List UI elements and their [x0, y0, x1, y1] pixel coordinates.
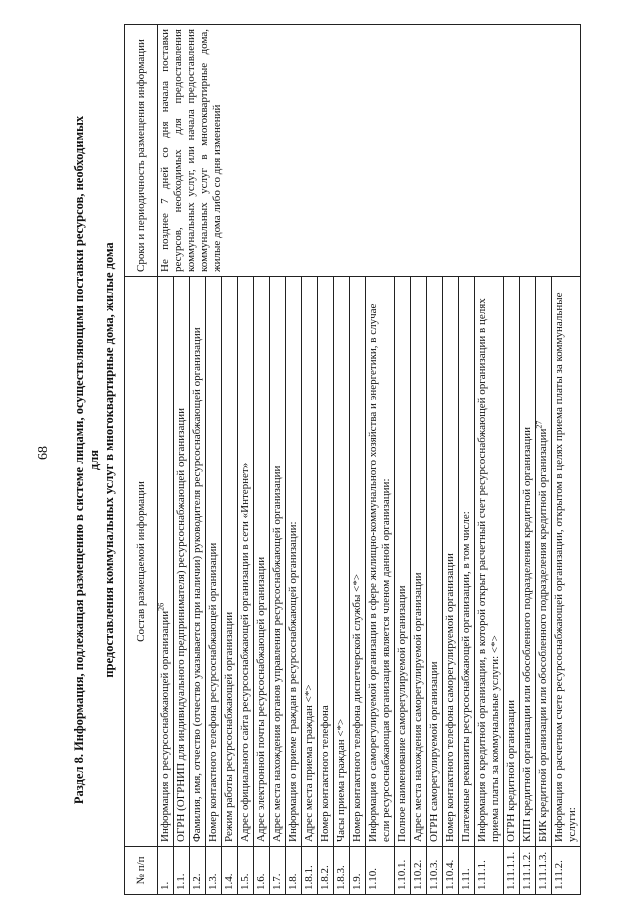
row-content — [286, 277, 302, 847]
row-number: 1.10.1. — [395, 847, 411, 895]
row-number: 1.11.1.2. — [520, 847, 536, 895]
row-number: 1.10. — [366, 847, 395, 895]
row-text: БИК кредитной организации или обособленного подразделения кредитной организации — [537, 428, 549, 842]
row-text: Номер контактного телефона ресурсоснабжающей организации — [207, 542, 219, 842]
row-content — [222, 277, 238, 847]
row-number: 1.8.3. — [334, 847, 350, 895]
row-number: 1.10.4. — [443, 847, 459, 895]
row-text: Информация о кредитной организации, в которой открыт расчетный счет ресурсоснабжающей организации в целях приема платы за коммунальные услуги: <*> — [476, 298, 501, 842]
row-number: 1.11.1. — [475, 847, 504, 895]
row-content — [504, 277, 520, 847]
row-number: 1.7. — [270, 847, 286, 895]
section-heading — [70, 115, 120, 805]
row-text: Информация о приеме граждан в ресурсоснабжающей организации: — [287, 521, 299, 842]
page-number: 68 — [36, 446, 51, 460]
row-number: 1.2. — [190, 847, 206, 895]
row-number: 1.8.1. — [302, 847, 318, 895]
row-number: 1.8.2. — [318, 847, 334, 895]
row-content — [206, 277, 222, 847]
row-text: Адрес официального сайта ресурсоснабжающей организации в сети «Интернет» — [239, 462, 251, 842]
row-text: ОГРН (ОГРНИП для индивидуального предпринимателя) ресурсоснабжающей организации — [175, 408, 187, 842]
row-text: ОГРН кредитной организации — [505, 699, 517, 842]
row-content — [427, 277, 443, 847]
row-text: Номер контактного телефона саморегулируемой организации — [444, 553, 456, 842]
header-number: № п/п — [125, 847, 158, 895]
row-number: 1.6. — [254, 847, 270, 895]
table-row — [158, 25, 174, 895]
row-content — [443, 277, 459, 847]
header-content: Состав размещаемой информации — [125, 277, 158, 847]
row-text: Режим работы ресурсоснабжающей организации — [223, 611, 235, 842]
row-content — [411, 277, 427, 847]
row-number: 1.11.1.1. — [504, 847, 520, 895]
row-content — [475, 277, 504, 847]
row-text: Номер контактного телефона диспетчерской службы <*> — [351, 573, 363, 842]
row-content — [334, 277, 350, 847]
row-number: 1.3. — [206, 847, 222, 895]
table-header-row — [125, 25, 158, 895]
row-text: Номер контактного телефона — [319, 705, 331, 842]
row-text: Адрес места приема граждан <*> — [303, 684, 315, 842]
row-text: Информация о расчетном счете ресурсоснабжающей организации, открытом в целях приема платы за коммунальные услуги: — [553, 292, 578, 842]
row-content — [366, 277, 395, 847]
row-content — [536, 277, 552, 847]
row-text: Информация о саморегулируемой организации в сфере жилищно-коммунального хозяйства и энергетики, в случае если ресурсоснабжающая организация является членом данной организации: — [367, 303, 392, 842]
row-number: 1.11. — [459, 847, 475, 895]
row-number: 1.9. — [350, 847, 366, 895]
row-text: Платежные реквизиты ресурсоснабжающей организации, в том числе: — [460, 511, 472, 842]
info-table — [124, 24, 581, 895]
row-number: 1.10.2. — [411, 847, 427, 895]
row-number: 1.5. — [238, 847, 254, 895]
row-number: 1.1. — [174, 847, 190, 895]
row-text: Адрес электронной почты ресурсоснабжающей организации — [255, 556, 267, 842]
row-content — [459, 277, 475, 847]
row-content — [552, 277, 581, 847]
heading-line-1: Раздел 8. Информация, подлежащая размещению в системе лицами, осуществляющими поставки ресурсов, необходимых для — [72, 115, 101, 805]
row-content — [254, 277, 270, 847]
row-content — [318, 277, 334, 847]
row-content — [350, 277, 366, 847]
row-text: КПП кредитной организации или обособленного подразделения кредитной организации — [521, 427, 533, 842]
row-number: 1.8. — [286, 847, 302, 895]
row-text: Часы приема граждан <*> — [335, 718, 347, 842]
row-content — [190, 277, 206, 847]
row-text: Адрес места нахождения органов управления ресурсоснабжающей организации — [271, 465, 283, 842]
row-content — [520, 277, 536, 847]
table-body — [158, 25, 581, 895]
row-content — [158, 277, 174, 847]
row-text: Информация о ресурсоснабжающей организации — [159, 610, 171, 842]
row-content — [302, 277, 318, 847]
rotated-page-content — [70, 25, 590, 895]
header-deadline: Сроки и периодичность размещения информации — [125, 25, 158, 277]
row-text: ОГРН саморегулируемой организации — [428, 661, 440, 842]
row-content — [238, 277, 254, 847]
deadline-cell: Не позднее 7 дней со дня начала поставки ресурсов, необходимых для предоставления коммунальных услуг, или начала предоставления коммунальных услуг в многоквартирные дома, жилые дома либо со дня изменений — [158, 25, 581, 277]
row-number: 1.10.3. — [427, 847, 443, 895]
footnote-mark: 26 — [156, 602, 166, 611]
row-content — [270, 277, 286, 847]
row-content — [174, 277, 190, 847]
row-number: 1.4. — [222, 847, 238, 895]
row-number: 1. — [158, 847, 174, 895]
row-text: Полное наименование саморегулируемой организации — [396, 585, 408, 842]
row-text: Фамилия, имя, отчество (отчество указывается при наличии) руководителя ресурсоснабжающей организации — [191, 327, 203, 842]
row-number: 1.11.2. — [552, 847, 581, 895]
row-content — [395, 277, 411, 847]
row-text: Адрес места нахождения саморегулируемой организации — [412, 572, 424, 842]
row-number: 1.11.1.3. — [536, 847, 552, 895]
footnote-mark: 27 — [534, 420, 544, 429]
heading-line-2: предоставления коммунальных услуг в многоквартирные дома, жилые дома — [102, 242, 116, 678]
